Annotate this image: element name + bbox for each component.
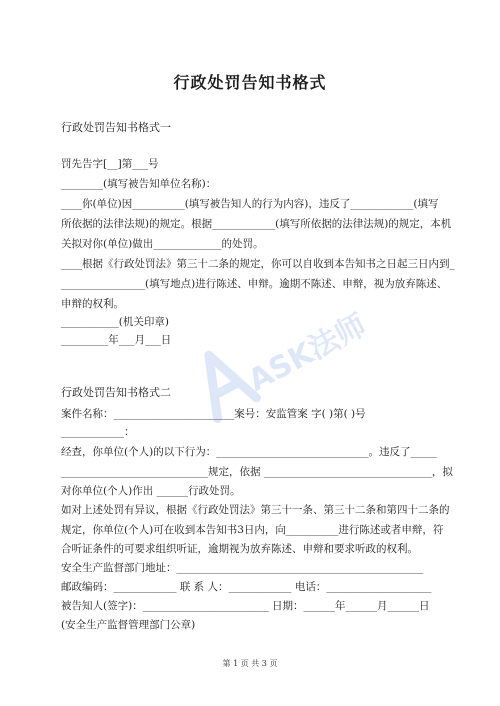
format2-line: 被告知人(签字)：________________________ 日期：______年______月______日 (61, 600, 430, 612)
format2-line: 安全生产监督部门地址：_______________________________________________ (61, 562, 424, 574)
format1-line: 所依据的法律法规)的规定。根据____________(填写所依据的法律法规)的规定，本机 (61, 218, 452, 230)
format2-line: 对你单位(个人)作出 ______行政处罚。 (61, 485, 241, 497)
format2-line: (安全生产监督管理部门公章) (61, 619, 196, 631)
format1-line: ___________(机关印章) (61, 316, 169, 328)
format2-line: ____________： (61, 426, 135, 438)
format1-heading: 行政处罚告知书格式一 (61, 121, 171, 134)
document-title: 行政处罚告知书格式 (173, 73, 327, 92)
format2-line: 案件名称：_______________________案号：安监管案 字( )第( )号 (61, 408, 366, 420)
format2-line: 邮政编码：____________ 联 系 人：____________ 电话：____________________ (61, 581, 432, 593)
watermark-text: ASK法师 (242, 307, 373, 399)
format2-heading: 行政处罚告知书格式二 (61, 386, 171, 399)
page-footer: 第 1 页 共 3 页 (222, 659, 278, 668)
format1-line: ____你(单位)因__________(填写被告知人的行为内容)，违反了____________(填写 (61, 198, 439, 210)
format2-line: 如对上述处罚有异议，根据《行政处罚法》第三十一条、第三十二条和第四十二条的 (61, 504, 450, 516)
format2-line: 规定，你单位(个人)可在收到本告知书3日内，向__________进行陈述或者申辩，符 (61, 524, 444, 536)
format1-line: 关拟对你(单位)做出_____________的处罚。 (61, 238, 264, 250)
format2-line: ____________________________规定，依据 ________________________________，拟 (61, 466, 453, 478)
format2-line: 合听证条件的可要求组织听证，逾期视为放弃陈述、申辩和要求听政的权利。 (61, 543, 418, 555)
format1-line: ________________(填写地点)进行陈述、申辩。逾期不陈述、申辩，视为放弃陈述、 (61, 278, 448, 290)
format2-line: 经查，你单位(个人)的以下行为：_____________________________。违反了_____ (61, 446, 437, 458)
format1-line: ________(填写被告知单位名称)： (61, 178, 217, 190)
format1-line: 申辩的权利。 (61, 298, 124, 310)
format1-line: ____根据《行政处罚法》第三十二条的规定，你可以自收到本告知书之日起三日内到_ (61, 258, 455, 270)
format1-line: _________年___月___日 (61, 334, 172, 346)
format1-line: 罚先告字[__]第___号 (61, 158, 159, 170)
